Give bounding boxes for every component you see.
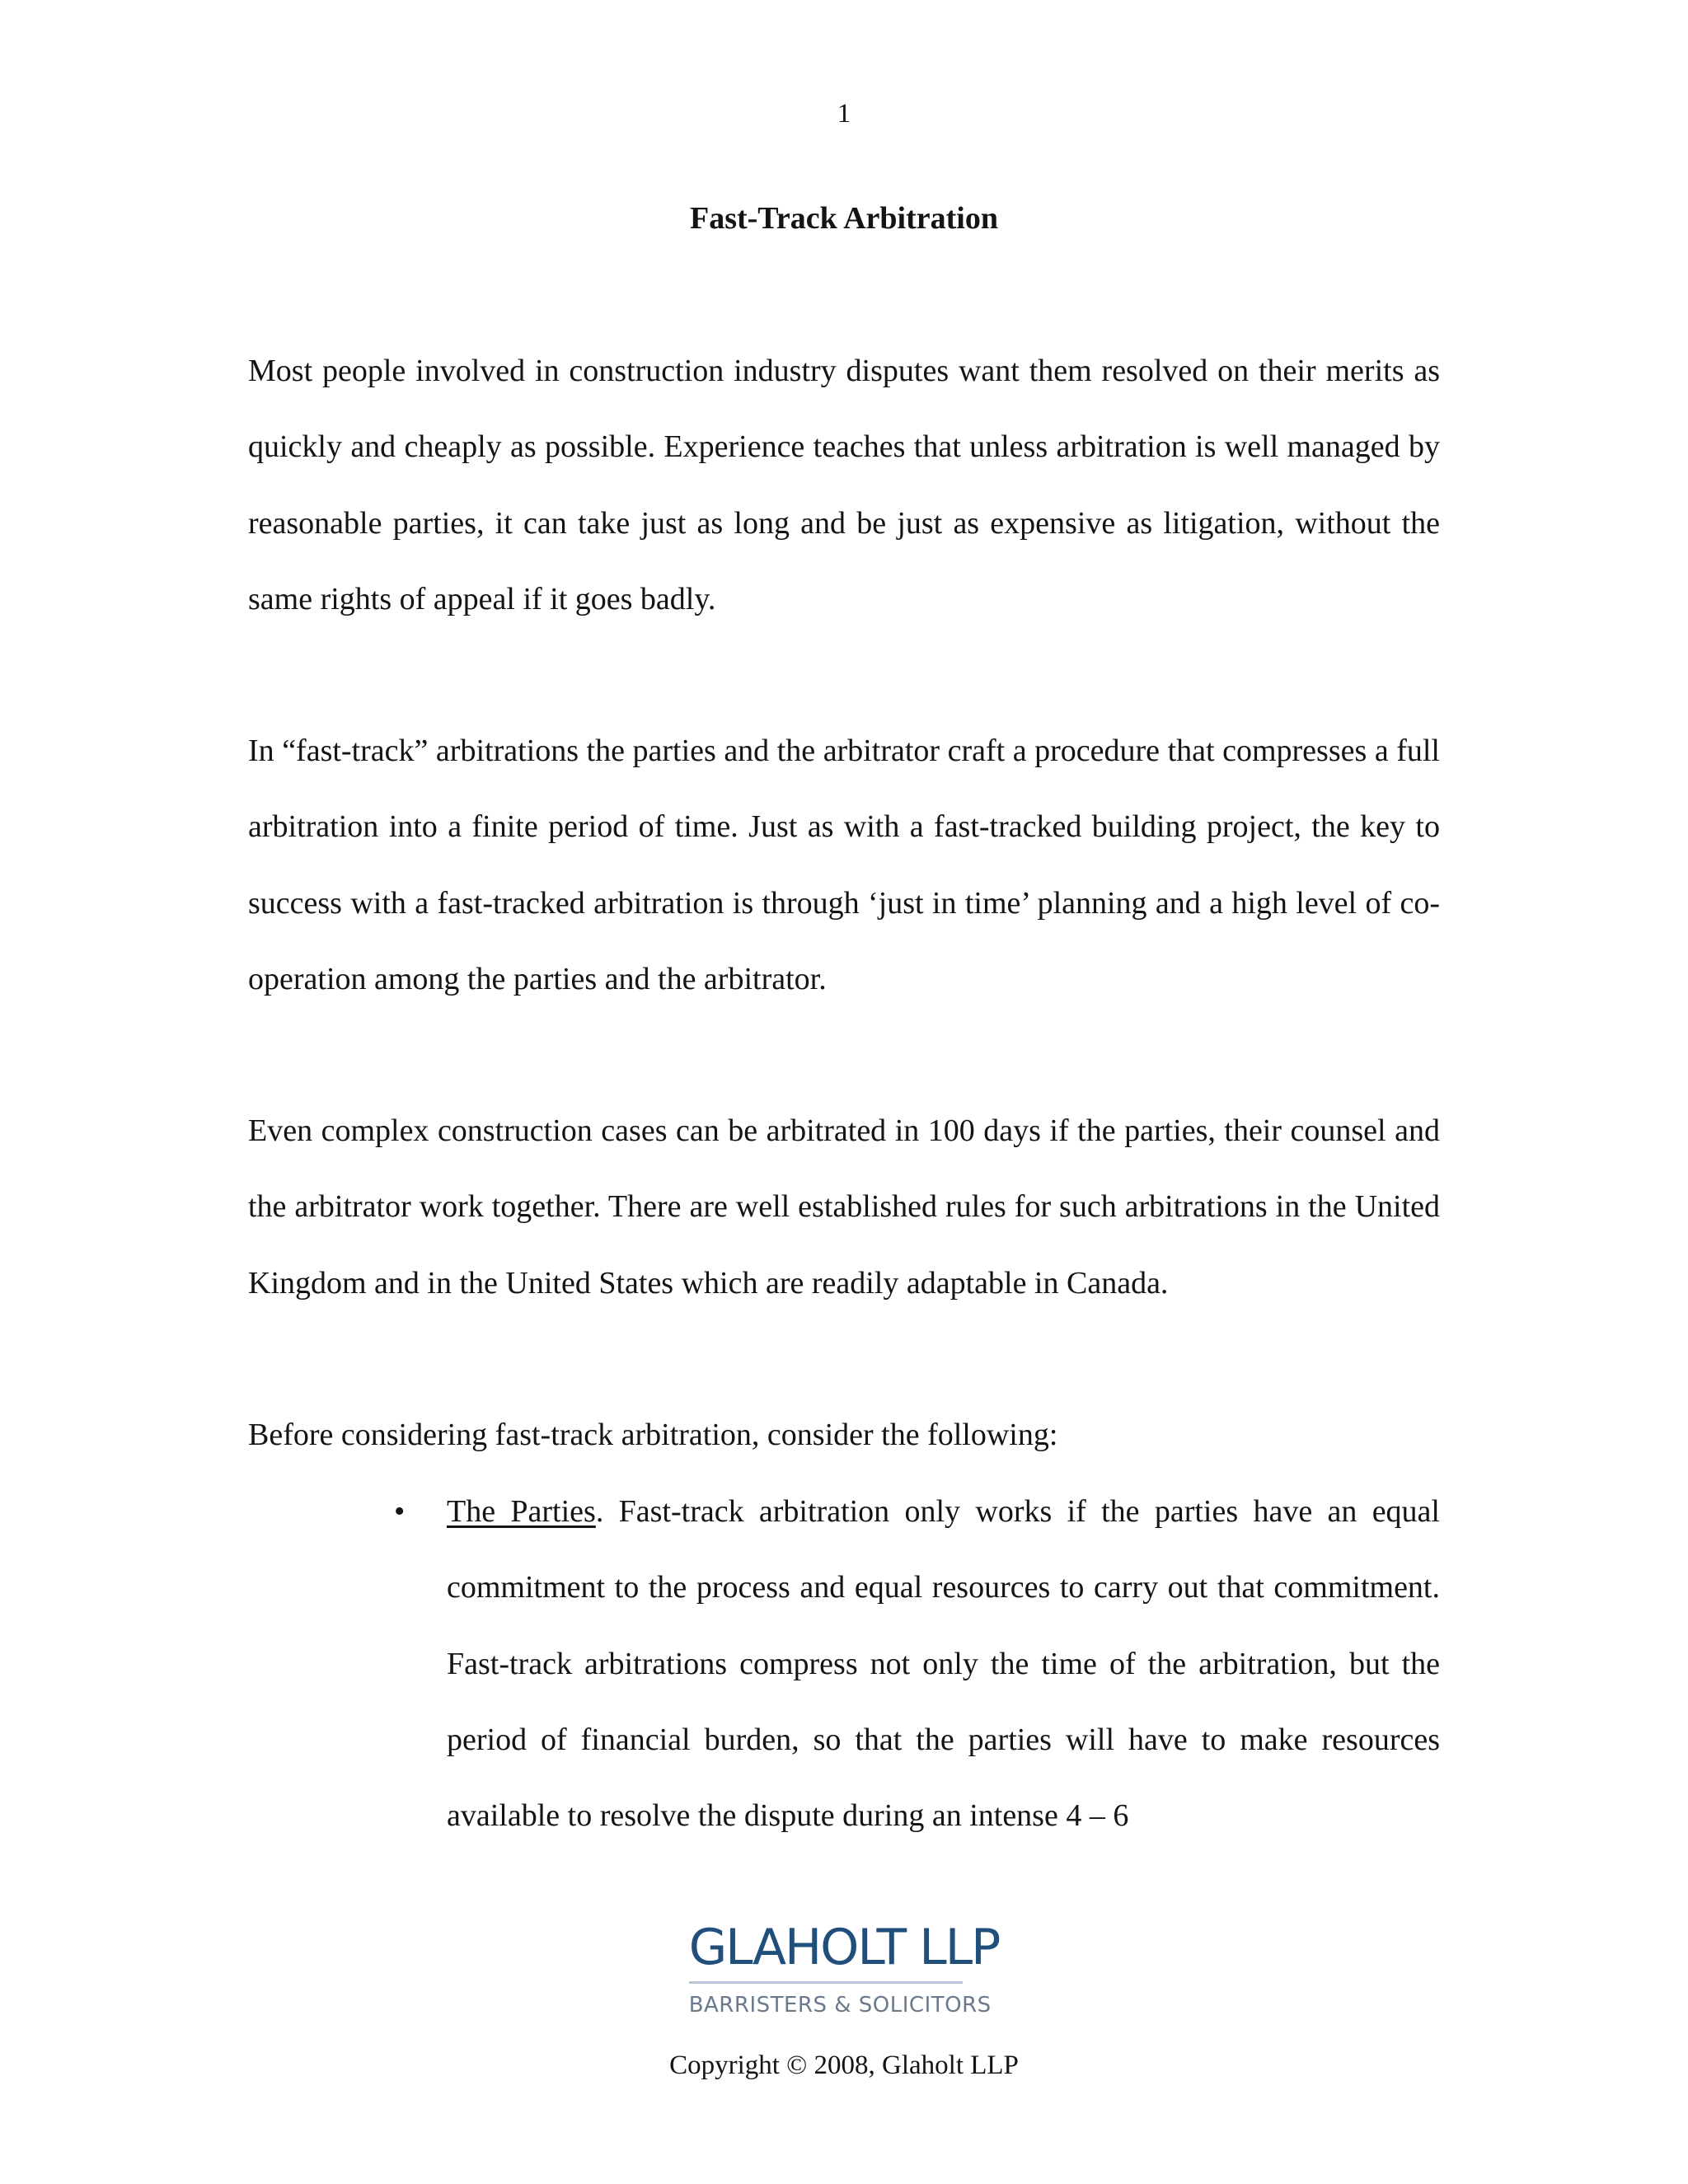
considerations-list bbox=[394, 1474, 1440, 1854]
logo-divider bbox=[689, 1981, 963, 1984]
paragraph-complex-cases: Even complex construction cases can be arbitrated in 100 days if the parties, their counsel and the arbitrator work together. There are well established rules for such arbitrations in the United Kingdom and in the United States which are readily adaptable in Canada. bbox=[248, 1113, 1440, 1301]
page-number: 1 bbox=[837, 99, 851, 129]
bullet-icon: • bbox=[394, 1494, 406, 1529]
firm-logo bbox=[0, 1920, 1688, 2018]
list-item bbox=[394, 1474, 1440, 1854]
firm-logo-name: GLAHOLT LLP bbox=[688, 1919, 1000, 1976]
bullet-text: . Fast-track arbitration only works if the parties have an equal commitment to the process and equal resources to carry out that commitment. Fast-track arbitrations compress not only the time of the arbitration, but the period of financial burden, so that the parties will have to make resources available to resolve the dispute during an intense 4 – 6 bbox=[447, 1494, 1440, 1834]
paragraph-intro: Most people involved in construction industry disputes want them resolved on their merits as quickly and cheaply as possible. Experience teaches that unless arbitration is well managed by reasonable parties, it can take just as long and be just as expensive as litigation, without the same rights of appeal if it goes badly. bbox=[248, 354, 1440, 616]
paragraph-considerations: Before considering fast-track arbitration, consider the following: bbox=[248, 1418, 1058, 1452]
document-title: Fast-Track Arbitration bbox=[690, 201, 998, 236]
bullet-heading: The Parties bbox=[447, 1494, 596, 1529]
firm-logo-tagline: BARRISTERS & SOLICITORS bbox=[688, 1993, 992, 2018]
copyright-notice: Copyright © 2008, Glaholt LLP bbox=[669, 2050, 1019, 2080]
paragraph-fast-track: In “fast-track” arbitrations the parties and the arbitrator craft a procedure that compresses a full arbitration into a finite period of time. Just as with a fast-tracked building project, the key to success with a fast-tracked arbitration is through ‘just in time’ planning and a high level of co-operation among the parties and the arbitrator. bbox=[248, 733, 1440, 996]
